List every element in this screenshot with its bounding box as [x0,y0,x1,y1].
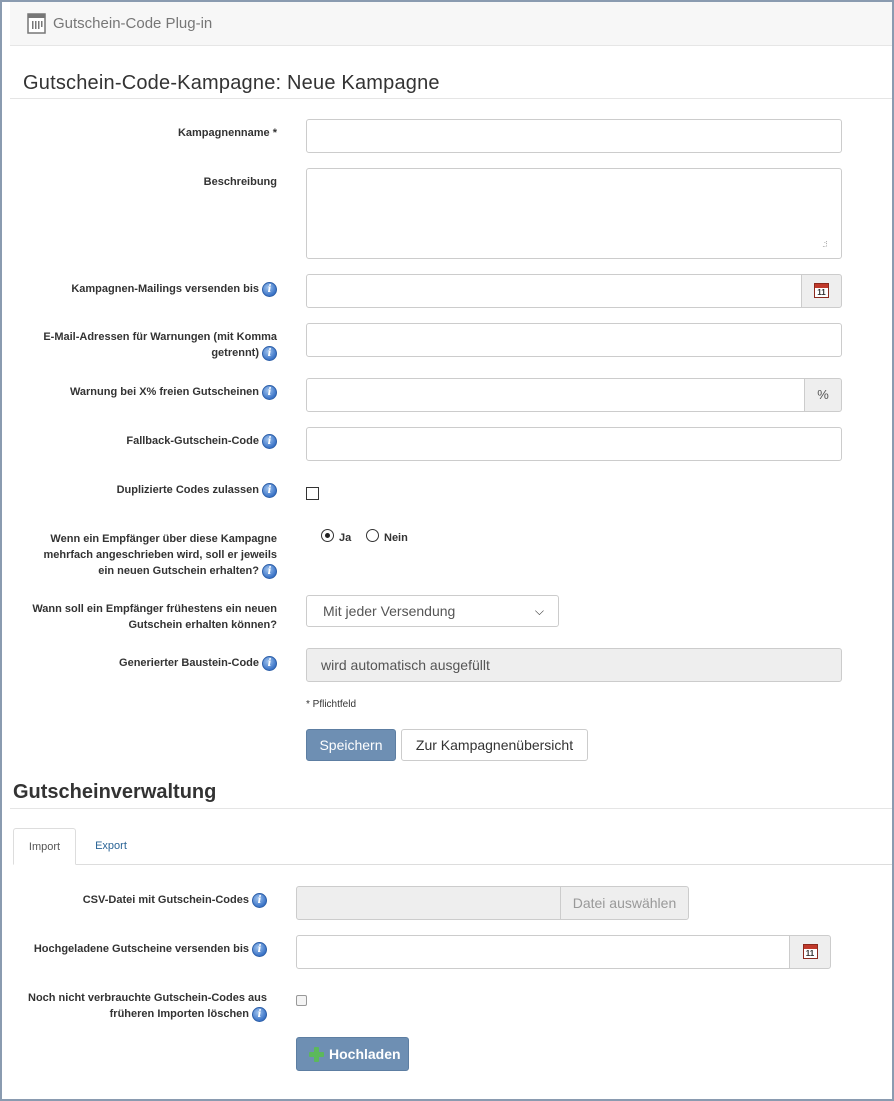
new-voucher-label: Wenn ein Empfänger über diese Kampagne mehrfach angeschrieben wird, soll er jeweils ein neuen Gutschein erhalten? i [43,533,277,577]
delete-old-label: Noch nicht verbrauchte Gutschein-Codes aus früheren Importen löschen i [28,992,267,1020]
generated-code-field: wird automatisch ausgefüllt [306,648,842,682]
campaign-name-label: Kampagnenname * [177,127,277,139]
generated-label: Generierter Baustein-Code i [20,655,277,671]
calendar-icon: 11 [803,944,818,959]
divider [10,98,892,99]
fallback-input[interactable] [306,427,842,461]
upload-send-until-input[interactable] [296,935,790,969]
duplicate-checkbox[interactable] [306,487,319,500]
percent-addon: % [804,378,842,412]
radio-no-label: Nein [384,532,408,544]
info-icon[interactable]: i [262,385,277,400]
tab-import[interactable]: Import [13,828,76,865]
info-icon[interactable]: i [262,656,277,671]
fallback-label: Fallback-Gutschein-Code i [20,433,277,449]
description-textarea[interactable] [306,168,842,259]
csv-file-input[interactable] [296,886,561,920]
voucher-admin-title: Gutscheinverwaltung [13,781,217,803]
earliest-select[interactable]: Mit jeder Versendung ⌵ [306,595,559,627]
save-button[interactable]: Speichern [306,729,396,761]
calendar-icon: 11 [814,283,829,298]
info-icon[interactable]: i [262,564,277,579]
info-icon[interactable]: i [262,434,277,449]
app-header [10,2,892,46]
radio-no[interactable] [366,529,379,542]
upload-send-until-label: Hochgeladene Gutscheine versenden bis i [10,941,267,957]
choose-file-button[interactable]: Datei auswählen [560,886,689,920]
send-until-input[interactable] [306,274,802,308]
info-icon[interactable]: i [252,942,267,957]
divider [10,808,892,809]
calendar-button[interactable] [789,935,831,969]
app-title: Gutschein-Code Plug-in [53,15,213,32]
plus-icon [309,1047,324,1062]
info-icon[interactable]: i [262,346,277,361]
description-label: Beschreibung [203,176,277,188]
earliest-label: Wann soll ein Empfänger frühestens ein neuen Gutschein erhalten können? [32,603,277,631]
warning-emails-input[interactable] [306,323,842,357]
info-icon[interactable]: i [252,1007,267,1022]
resize-grip-icon[interactable]: .:⁝ [822,239,827,249]
warning-emails-label: E-Mail-Adressen für Warnungen (mit Komma getrennt) i [43,331,277,359]
campaign-overview-button[interactable]: Zur Kampagnenübersicht [401,729,588,761]
plugin-icon [27,13,46,34]
required-note: * Pflichtfeld [306,699,357,710]
duplicate-label: Duplizierte Codes zulassen i [20,482,277,498]
warning-percent-label: Warnung bei X% freien Gutscheinen i [20,384,277,400]
tabs-baseline [13,864,892,865]
chevron-down-icon: ⌵ [534,604,544,618]
campaign-name-input[interactable] [306,119,842,153]
info-icon[interactable]: i [262,282,277,297]
page-title: Gutschein-Code-Kampagne: Neue Kampagne [23,72,440,94]
info-icon[interactable]: i [252,893,267,908]
warning-percent-input[interactable] [306,378,805,412]
radio-yes[interactable] [321,529,334,542]
send-until-label: Kampagnen-Mailings versenden bis i [20,281,277,297]
upload-button[interactable]: Hochladen [296,1037,409,1071]
calendar-button[interactable] [801,274,842,308]
delete-old-checkbox[interactable] [296,995,307,1006]
tab-export[interactable]: Export [95,840,127,852]
radio-yes-label: Ja [339,532,352,544]
info-icon[interactable]: i [262,483,277,498]
csv-label: CSV-Datei mit Gutschein-Codes i [10,892,267,908]
